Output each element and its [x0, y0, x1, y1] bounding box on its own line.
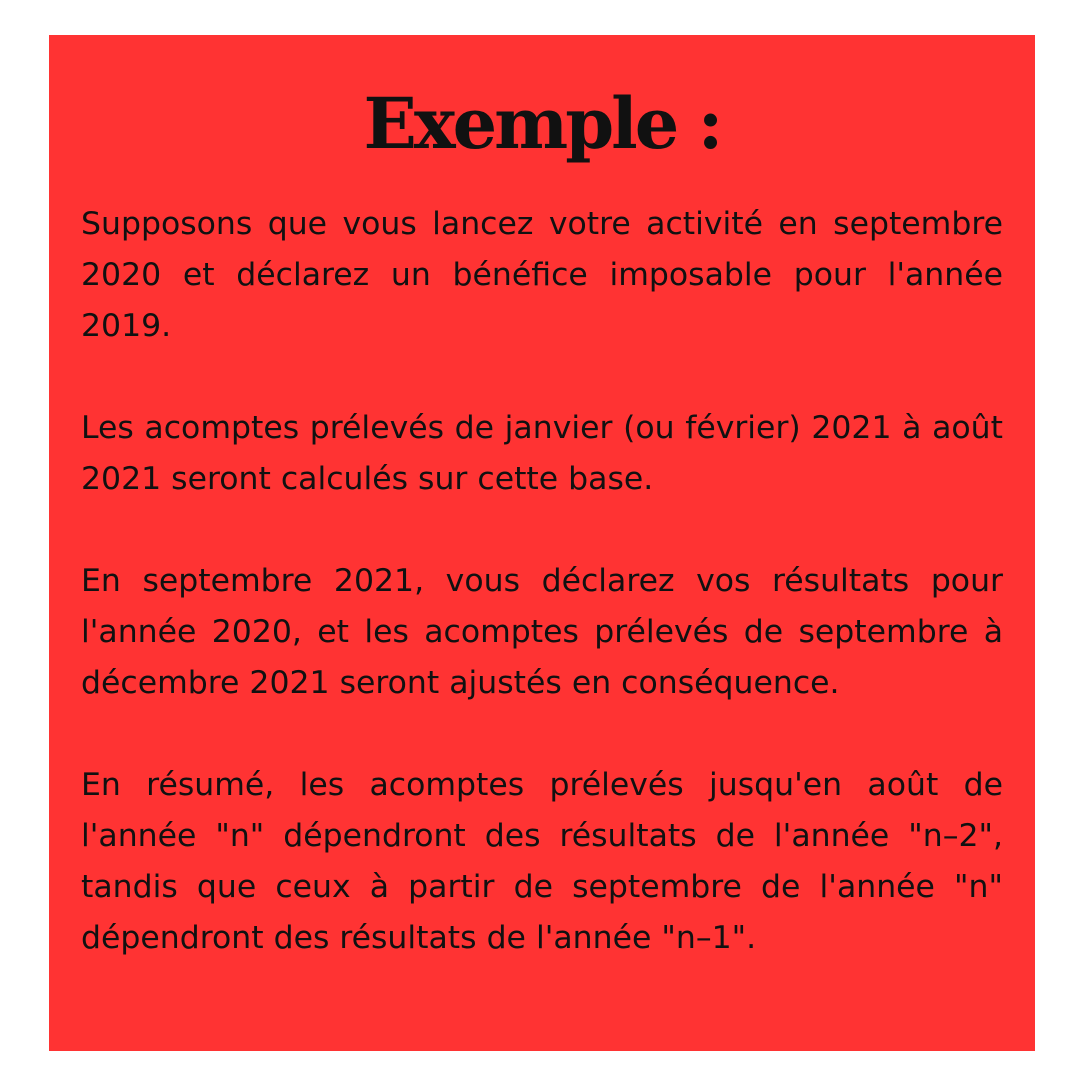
card-title: Exemple : [363, 82, 721, 165]
example-card [49, 35, 1035, 1051]
card-body [81, 199, 1003, 964]
paragraph-intro: Supposons que vous lancez votre activité en septembre 2020 et déclarez un bénéfice imposable pour l'année 2019. [81, 206, 1003, 344]
paragraph-acomptes: Les acomptes prélevés de janvier (ou février) 2021 à août 2021 seront calculés sur cette base. [81, 410, 1003, 497]
paragraph-declaration: En septembre 2021, vous déclarez vos résultats pour l'année 2020, et les acomptes prélevés de septembre à décembre 2021 seront ajustés en conséquence. [81, 563, 1003, 701]
paragraph-summary: En résumé, les acomptes prélevés jusqu'en août de l'année "n" dépendront des résultats de l'année "n–2", tandis que ceux à partir de septembre de l'année "n" dépendront des résultats de l'année "n–1". [81, 767, 1003, 956]
